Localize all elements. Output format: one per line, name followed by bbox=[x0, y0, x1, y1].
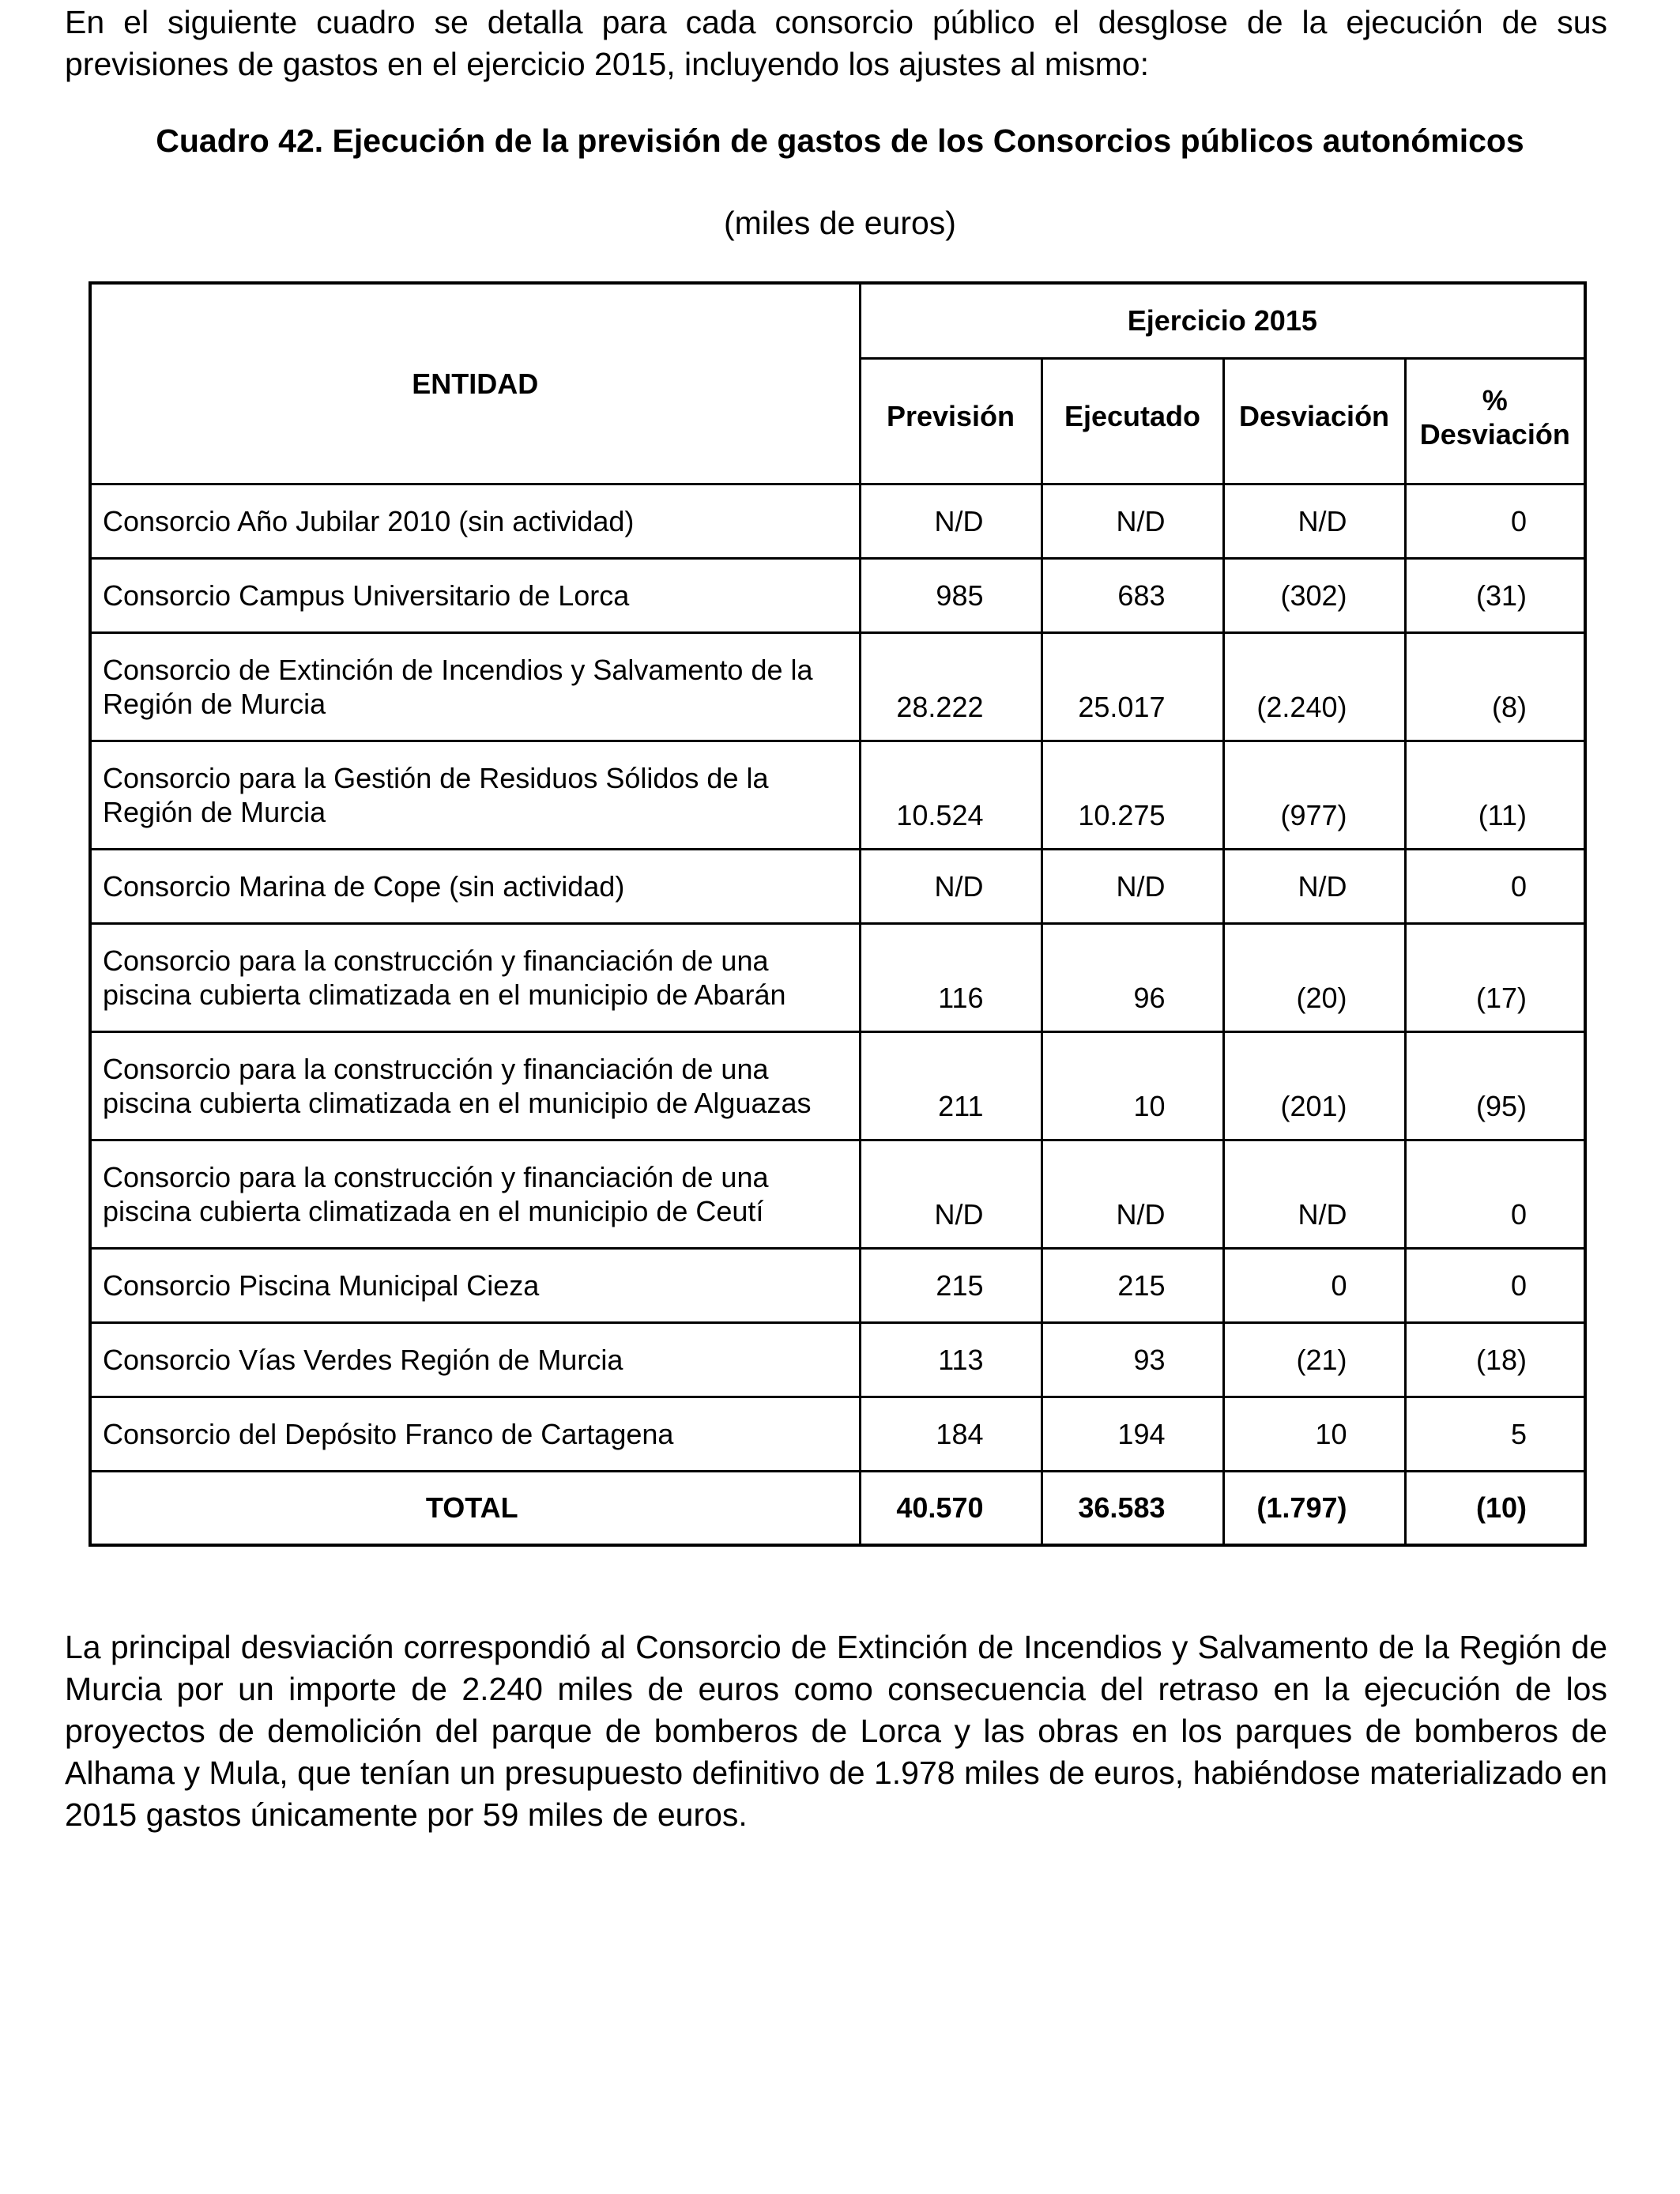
table-row bbox=[90, 558, 1585, 632]
ejecutado-cell: 215 bbox=[1042, 1248, 1223, 1322]
prevision-cell: N/D bbox=[860, 484, 1042, 558]
table-row bbox=[90, 1248, 1585, 1322]
pct-cell: (31) bbox=[1405, 558, 1585, 632]
pct-cell: 0 bbox=[1405, 484, 1585, 558]
desviacion-cell: N/D bbox=[1223, 849, 1405, 923]
table-row bbox=[90, 1397, 1585, 1471]
prevision-cell: 10.524 bbox=[860, 741, 1042, 849]
prevision-cell: 985 bbox=[860, 558, 1042, 632]
ejecutado-cell: N/D bbox=[1042, 1140, 1223, 1248]
desviacion-cell: N/D bbox=[1223, 484, 1405, 558]
desviacion-cell: N/D bbox=[1223, 1140, 1405, 1248]
pct-cell: (8) bbox=[1405, 632, 1585, 741]
entity-cell: Consorcio Marina de Cope (sin actividad) bbox=[90, 849, 860, 923]
pct-cell: 0 bbox=[1405, 1140, 1585, 1248]
prevision-header: Previsión bbox=[860, 358, 1042, 484]
table-row bbox=[90, 1031, 1585, 1140]
prevision-cell: 28.222 bbox=[860, 632, 1042, 741]
entity-cell: Consorcio de Extinción de Incendios y Salvamento de la Región de Murcia bbox=[90, 632, 860, 741]
desviacion-cell: (977) bbox=[1223, 741, 1405, 849]
table-row bbox=[90, 1322, 1585, 1397]
prevision-cell: 215 bbox=[860, 1248, 1042, 1322]
ejecutado-cell: 10 bbox=[1042, 1031, 1223, 1140]
prevision-cell: 113 bbox=[860, 1322, 1042, 1397]
pct-desviacion-header: % Desviación bbox=[1405, 358, 1585, 484]
pct-cell: (17) bbox=[1405, 923, 1585, 1031]
ejecutado-cell: 96 bbox=[1042, 923, 1223, 1031]
total-ejecutado: 36.583 bbox=[1042, 1471, 1223, 1545]
table-row bbox=[90, 484, 1585, 558]
prevision-cell: 116 bbox=[860, 923, 1042, 1031]
ejecutado-cell: 25.017 bbox=[1042, 632, 1223, 741]
desviacion-cell: 10 bbox=[1223, 1397, 1405, 1471]
pct-cell: (95) bbox=[1405, 1031, 1585, 1140]
prevision-cell: N/D bbox=[860, 849, 1042, 923]
ejecutado-cell: N/D bbox=[1042, 484, 1223, 558]
desviacion-cell: (2.240) bbox=[1223, 632, 1405, 741]
expense-execution-table bbox=[89, 281, 1587, 1547]
total-desviacion: (1.797) bbox=[1223, 1471, 1405, 1545]
total-label: TOTAL bbox=[90, 1471, 860, 1545]
entity-cell: Consorcio Año Jubilar 2010 (sin actividad) bbox=[90, 484, 860, 558]
entity-cell: Consorcio Piscina Municipal Cieza bbox=[90, 1248, 860, 1322]
ejecutado-cell: 683 bbox=[1042, 558, 1223, 632]
table-row bbox=[90, 1140, 1585, 1248]
pct-cell: (11) bbox=[1405, 741, 1585, 849]
entity-cell: Consorcio Vías Verdes Región de Murcia bbox=[90, 1322, 860, 1397]
pct-cell: 5 bbox=[1405, 1397, 1585, 1471]
total-pct: (10) bbox=[1405, 1471, 1585, 1545]
table-row bbox=[90, 741, 1585, 849]
table-row bbox=[90, 923, 1585, 1031]
desviacion-cell: (302) bbox=[1223, 558, 1405, 632]
ejercicio-header: Ejercicio 2015 bbox=[860, 283, 1585, 358]
ejecutado-header: Ejecutado bbox=[1042, 358, 1223, 484]
total-row bbox=[90, 1471, 1585, 1545]
entity-cell: Consorcio para la construcción y financiación de una piscina cubierta climatizada en el municipio de Abarán bbox=[90, 923, 860, 1031]
desviacion-cell: (20) bbox=[1223, 923, 1405, 1031]
pct-cell: (18) bbox=[1405, 1322, 1585, 1397]
entity-cell: Consorcio del Depósito Franco de Cartagena bbox=[90, 1397, 860, 1471]
ejecutado-cell: N/D bbox=[1042, 849, 1223, 923]
entity-cell: Consorcio Campus Universitario de Lorca bbox=[90, 558, 860, 632]
desviacion-cell: (201) bbox=[1223, 1031, 1405, 1140]
desviacion-header: Desviación bbox=[1223, 358, 1405, 484]
table-title: Cuadro 42. Ejecución de la previsión de gastos de los Consorcios públicos autonómicos bbox=[156, 123, 1524, 159]
pct-cell: 0 bbox=[1405, 1248, 1585, 1322]
table-units: (miles de euros) bbox=[724, 205, 956, 241]
ejecutado-cell: 194 bbox=[1042, 1397, 1223, 1471]
desviacion-cell: 0 bbox=[1223, 1248, 1405, 1322]
ejecutado-cell: 10.275 bbox=[1042, 741, 1223, 849]
total-prevision: 40.570 bbox=[860, 1471, 1042, 1545]
intro-paragraph: En el siguiente cuadro se detalla para cada consorcio público el desglose de la ejecución de sus previsiones de gastos en el ejercicio 2015, incluyendo los ajustes al mismo: bbox=[65, 4, 1607, 82]
ejecutado-cell: 93 bbox=[1042, 1322, 1223, 1397]
prevision-cell: 211 bbox=[860, 1031, 1042, 1140]
table-row bbox=[90, 849, 1585, 923]
entity-cell: Consorcio para la construcción y financiación de una piscina cubierta climatizada en el municipio de Ceutí bbox=[90, 1140, 860, 1248]
prevision-cell: N/D bbox=[860, 1140, 1042, 1248]
desviacion-cell: (21) bbox=[1223, 1322, 1405, 1397]
table-row bbox=[90, 632, 1585, 741]
entity-cell: Consorcio para la construcción y financiación de una piscina cubierta climatizada en el municipio de Alguazas bbox=[90, 1031, 860, 1140]
conclusion-paragraph: La principal desviación correspondió al Consorcio de Extinción de Incendios y Salvamento de la Región de Murcia por un importe de 2.240 miles de euros como consecuencia del retraso en la ejecución de los proyectos de demolición del parque de bomberos de Lorca y las obras en los parques de bomberos de Alhama y Mula, que tenían un presupuesto definitivo de 1.978 miles de euros, habiéndose materializado en 2015 gastos únicamente por 59 miles de euros. bbox=[65, 1629, 1607, 1833]
entity-cell: Consorcio para la Gestión de Residuos Sólidos de la Región de Murcia bbox=[90, 741, 860, 849]
prevision-cell: 184 bbox=[860, 1397, 1042, 1471]
entidad-header: ENTIDAD bbox=[90, 283, 860, 484]
pct-cell: 0 bbox=[1405, 849, 1585, 923]
